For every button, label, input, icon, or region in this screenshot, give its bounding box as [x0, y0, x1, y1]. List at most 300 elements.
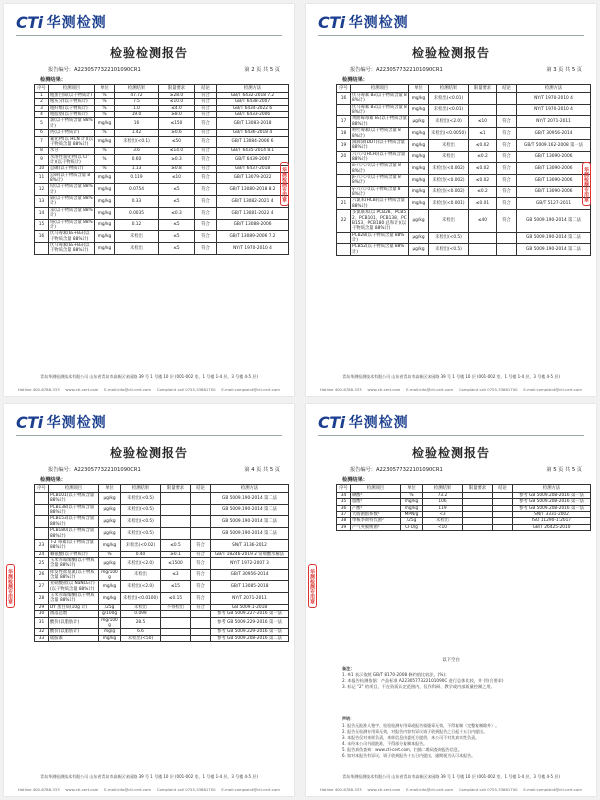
table-cell: GB 5009.190-2014 第二法 [517, 232, 591, 244]
table-cell: ≥0.6 [159, 130, 195, 136]
table-cell: mg/kg [401, 499, 423, 505]
table-row [35, 118, 289, 130]
table-cell [161, 493, 191, 505]
table-cell: /25g [99, 604, 121, 610]
table-cell: 18 [337, 128, 351, 140]
table-cell: 10 [35, 166, 49, 172]
table-cell: 未检出 [429, 151, 469, 163]
table-cell: mg/kg [95, 184, 115, 196]
report-page-5 [306, 404, 596, 796]
table-cell: mg/kg [95, 219, 115, 231]
table-cell: ≤0.5 [161, 539, 191, 551]
table-cell: 15 [35, 219, 49, 231]
footer-contact: Hotline 400-6788-333 www.cti-cert.com E-mail:info@cti-cert.com Complaint call 0755-33681700 E-mail:complaint@cti-cert.com [18, 387, 280, 392]
report-meta [48, 466, 280, 473]
table-cell: 六六六(HCH)(以干物质含量 88%计) [351, 151, 409, 163]
table-cell [191, 528, 211, 540]
column-header: 检测项目 [351, 485, 401, 493]
table-cell: 符合 [497, 163, 517, 175]
table-cell: GB/T 13079-2022 [217, 172, 289, 184]
table-cell: SN/T 3136-2012 [211, 539, 289, 551]
table-cell: 未检出(<0.02) [121, 539, 161, 551]
table-cell: 未检出(<0.002) [429, 163, 469, 175]
table-cell [337, 104, 351, 116]
table-cell: GB/T 13082-2021 4 [217, 196, 289, 208]
table-cell: 0.12 [115, 219, 159, 231]
table-cell: GB 5009.190-2014 第二法 [211, 504, 289, 516]
table-row [35, 635, 289, 641]
table-cell: GB 5009.190-2014 第二法 [211, 516, 289, 528]
results-label: 检测结果： [40, 477, 66, 483]
table-cell: 22 [337, 210, 351, 232]
table-row [337, 93, 591, 105]
table-cell: 37 [337, 512, 351, 518]
table-cell: 符合 [191, 557, 211, 569]
table-cell: ≥0.3 [159, 154, 195, 166]
table-row [337, 163, 591, 175]
table-cell: 符合 [497, 210, 517, 232]
table-cell: 32 [35, 629, 49, 635]
column-header: 结论 [497, 85, 517, 93]
results-table [336, 484, 591, 531]
table-cell: 20 [337, 151, 351, 163]
table-cell: GB/T 5009.162-2008 第一法 [517, 139, 591, 151]
table-cell: % [95, 105, 115, 111]
column-header: 检测项目 [351, 85, 409, 93]
table-cell: 符合 [195, 219, 217, 231]
table-cell [463, 524, 493, 530]
table-row [35, 593, 289, 605]
table-cell: 符合 [195, 118, 217, 130]
table-cell: 未检出 [115, 242, 159, 254]
table-row [337, 175, 591, 187]
table-cell: 23 [35, 539, 49, 551]
results-label: 检测结果： [342, 477, 368, 483]
table-cell: MPN/g [401, 512, 423, 518]
table-cell: 玉米赤霉烯酮(以干物质含量 88%计) [49, 557, 99, 569]
table-cell: mg/kg [95, 196, 115, 208]
table-row [35, 196, 289, 208]
table-cell: 符合 [195, 136, 217, 148]
table-cell: ≤5 [159, 219, 195, 231]
table-cell: 0.099 [121, 611, 161, 617]
column-header: 检测方法 [513, 485, 591, 493]
table-cell: NY/T 1970-2010 4 [517, 104, 591, 116]
table-cell: GB/T 13090-2006 [517, 175, 591, 187]
table-cell: 未检出(<2.0) [429, 116, 469, 128]
table-cell: GB/T 6434-2022 6 [217, 105, 289, 111]
table-cell: ≤10.0 [159, 99, 195, 105]
footer-contact: Hotline 400-6788-333 www.cti-cert.com E-mail:info@cti-cert.com Complaint call 0755-33681700 E-mail:complaint@cti-cert.com [18, 787, 280, 792]
column-header: 限量要求 [469, 85, 497, 93]
table-cell: mg/kg [409, 104, 429, 116]
table-cell: 未检出(<50) [121, 635, 161, 641]
remarks: 备注： 1. ※1 表示依照 GB/T 8170-2008 修约值比较法，(%)； 2. 本报告检测依据：产品标准 A2230577322101090C 进行总体比较，并 (符合要求) 3. 标记 "2" 的项目，不在资质认定范围内，仅作科研、教学或内部质量控制之用。 [342, 666, 504, 690]
table-row [35, 184, 289, 196]
statement-notes: 声明： 1. 报告无批准人签字、检验检测专用章或报告骑缝章无效，不得复制（完整复制除外）。 2. 报告无检测专用章无效，对报告内容有异议请于收到报告之日起十五日内提出。 3. 本报告仅对来样负责，来样信息由委托方提供，本公司不对其真实性负责。 4. 未经本公司书面批准，不得部分复制本报告。 5. 报告真伪查询：www.cti-cert.com，扫描二维码查询报告信息。 6. 如对本报告有异议，请于收到报告十五日内提出，逾期视为认可本报告。 [342, 716, 500, 758]
table-cell: 粗蛋白质(以干物质计) [49, 93, 95, 99]
table-cell: ≤5 [159, 231, 195, 243]
table-cell: 单核李斯特氏菌² [351, 518, 401, 524]
table-cell [337, 163, 351, 175]
table-cell: 0.33 [115, 196, 159, 208]
table-cell: 符合 [195, 148, 217, 154]
table-row [337, 210, 591, 232]
results-table [34, 484, 289, 642]
table-cell: ≤0.2 [469, 151, 497, 163]
column-header: 限量要求 [463, 485, 493, 493]
footer-address: 青岛华测检测技术有限公司 山东省青岛市高新区宋园路 39 号 1 号楼 10 层 (001-002 室、1 号楼 1-4 层、3 号楼 4-5 层) [40, 374, 258, 380]
table-cell: 38 [337, 518, 351, 524]
report-meta [350, 466, 582, 473]
column-header: 检测项目 [49, 485, 99, 493]
table-cell: CFU/g [401, 524, 423, 530]
column-header: 检测方法 [217, 85, 289, 93]
table-cell: 钙(以干物质计) [49, 130, 95, 136]
table-row [35, 493, 289, 505]
table-cell [161, 635, 191, 641]
table-cell: 符合 [195, 99, 217, 105]
table-cell: 6 [35, 130, 49, 136]
table-cell: 19 [337, 139, 351, 151]
table-cell: 符合 [195, 184, 217, 196]
table-cell: 28.5 [121, 617, 161, 629]
table-cell: 未检出(<0.002) [429, 186, 469, 198]
page-info: 第 2 页 共 5 页 [244, 67, 280, 73]
table-cell: 未检出(<0.01) [429, 93, 469, 105]
table-cell: ≤0.02 [469, 163, 497, 175]
table-cell: γ-六六六(以干物质含量 88%计) [351, 186, 409, 198]
table-cell: β-六六六(以干物质含量 88%计) [351, 175, 409, 187]
column-header: 检测结果 [429, 85, 469, 93]
table-row [35, 172, 289, 184]
column-header: 检测项目 [49, 85, 95, 93]
table-cell: 13 [35, 196, 49, 208]
table-cell: 未检出 [121, 604, 161, 610]
table-cell: 未检出(<0.0100) [121, 593, 161, 605]
table-row [337, 128, 591, 140]
column-header: 结论 [493, 485, 513, 493]
table-cell [35, 493, 49, 505]
table-cell: µg/kg [99, 493, 121, 505]
table-cell: 未检出(<0.5) [429, 244, 469, 256]
table-cell: 符合 [497, 198, 517, 210]
seam-seal: 华测检测专用章 [582, 162, 591, 206]
table-cell: 符合 [497, 186, 517, 198]
footer-address: 青岛华测检测技术有限公司 山东省青岛市高新区宋园路 39 号 1 号楼 10 层 (001-002 室、1 号楼 1-4 层、3 号楼 4-5 层) [342, 374, 560, 380]
table-cell: 参考 GB 5009.208-2016 第二法 [211, 635, 289, 641]
table-row [35, 617, 289, 629]
column-header: 序号 [337, 85, 351, 93]
column-header: 序号 [35, 85, 49, 93]
table-cell: mg/kg [409, 163, 429, 175]
table-cell: 未检出(<0.5) [121, 528, 161, 540]
table-cell [161, 617, 191, 629]
table-cell: GB/T 6435-2014 8.1 [217, 148, 289, 154]
table-cell: 符合 [195, 172, 217, 184]
table-cell: ≤14.0 [159, 148, 195, 154]
table-cell: ≤0.3 [159, 207, 195, 219]
seam-seal: 华测检测专用章 [308, 564, 317, 608]
table-cell: µg/kg [99, 504, 121, 516]
table-cell: NY/T 1972-2007 3 [211, 557, 289, 569]
table-cell: GB/T 13090-2006 [517, 151, 591, 163]
table-cell: 0.119 [115, 172, 159, 184]
table-row [35, 231, 289, 243]
table-cell: % [95, 93, 115, 99]
table-cell: PCB180(以干物质含量 88%计) [49, 528, 99, 540]
table-cell: ≤150 [159, 118, 195, 130]
table-cell: ≤0.02 [469, 139, 497, 151]
table-cell: mg/kg [409, 175, 429, 187]
table-cell: 挥发性盐基氮(以干物质含量 88%计) [49, 569, 99, 581]
table-cell: 7.5 [115, 99, 159, 105]
table-cell: ≤50 [159, 136, 195, 148]
table-cell: % [95, 99, 115, 105]
table-row [337, 104, 591, 116]
table-cell: ≤0.02 [469, 175, 497, 187]
table-cell: GB/T 6437-2018 [217, 166, 289, 172]
table-cell: 伏马毒素 B₂(以干物质含量 88%计) [352, 93, 407, 104]
table-cell: ≥28.0 [159, 93, 195, 99]
results-label: 检测结果： [40, 77, 66, 83]
table-cell: PCB101(以干物质含量 88%计) [49, 493, 99, 505]
footer-address: 青岛华测检测技术有限公司 山东省青岛市高新区宋园路 39 号 1 号楼 10 层 (001-002 室、1 号楼 1-4 层、3 号楼 4-5 层) [342, 774, 560, 780]
table-cell: 符合 [195, 93, 217, 99]
table-cell: 玉米赤霉烯酮(以干物质含量 88%计) [49, 593, 99, 605]
table-cell: 8 [35, 148, 49, 154]
table-row [35, 504, 289, 516]
table-cell: mg/kg [409, 151, 429, 163]
table-cell: ≤3 [161, 569, 191, 581]
table-cell: ≤40 [469, 210, 497, 232]
table-cell: 26 [35, 569, 49, 581]
table-cell: GB/T 13088-2006 [217, 219, 289, 231]
table-cell: ≤10 [469, 116, 497, 128]
table-cell: 符合 [497, 116, 517, 128]
table-cell: 34 [337, 493, 351, 499]
table-cell: T-2 毒素(以干物质含量 88%计) [49, 539, 99, 551]
column-header: 序号 [35, 485, 49, 493]
table-cell: mg/100g [99, 617, 121, 629]
table-cell [337, 232, 351, 244]
report-title: 检验检测报告 [109, 46, 188, 60]
footer-contact: Hotline 400-6788-333 www.cti-cert.com E-mail:info@cti-cert.com Complaint call 0755-33681700 E-mail:complaint@cti-cert.com [320, 387, 582, 392]
column-header: 结论 [191, 485, 211, 493]
table-row [35, 516, 289, 528]
table-cell: mg/kg [99, 593, 121, 605]
table-row [35, 569, 289, 581]
table-cell: ≤1 [469, 128, 497, 140]
table-cell: mg/kg [409, 128, 429, 140]
table-cell: 符合 [191, 569, 211, 581]
table-cell: 水分 [49, 148, 95, 154]
column-header: 单位 [95, 85, 115, 93]
table-cell: 氯(以干物质含量 88%计) [50, 118, 93, 129]
page-info: 第 4 页 共 5 页 [244, 467, 280, 473]
column-header: 限量要求 [159, 85, 195, 93]
table-cell: NY/T 2071-2011 [211, 593, 289, 605]
table-cell: GB/T 13081-2022 4 [217, 207, 289, 219]
table-cell: 符合 [191, 593, 211, 605]
table-cell: GB/T 5127-2011 [517, 198, 591, 210]
table-cell: α-六六六(以干物质含量 88%计) [351, 163, 409, 175]
column-header: 序号 [337, 485, 351, 493]
column-header: 检测结果 [423, 485, 463, 493]
table-cell: 未检出(<0.5) [121, 493, 161, 505]
table-cell: 符合 [195, 196, 217, 208]
table-cell: 呕吐毒素(以干物质含量 88%计) [351, 128, 409, 140]
table-cell: 符合 [191, 539, 211, 551]
table-cell: GB 5009.190-2014 第二法 [211, 493, 289, 505]
table-cell: mg/kg [95, 136, 115, 148]
table-cell: mg/100g [99, 569, 121, 581]
table-cell: mg/kg [99, 635, 121, 641]
cti-logo: CTi 华测检测 [16, 412, 107, 432]
table-cell: 碘酸² [351, 493, 401, 499]
table-cell: 1.42 [115, 130, 159, 136]
table-cell: µg/kg [409, 116, 429, 128]
table-cell: 0.0035 [115, 207, 159, 219]
table-row [337, 116, 591, 128]
table-cell: NY/T 1970-2010 4 [517, 93, 591, 105]
table-cell: 粗灰分(以干物质计) [49, 99, 95, 105]
table-cell: 符合 [195, 242, 217, 254]
table-cell: 31 [35, 617, 49, 629]
table-cell: GB/T 6438-2007 [217, 99, 289, 105]
table-cell [191, 635, 211, 641]
table-cell: 21 [337, 198, 351, 210]
table-cell: 产气荚膜梭菌² [351, 524, 401, 530]
table-row [35, 219, 289, 231]
table-cell: 赖氨酸(以干物质计) [49, 551, 99, 557]
table-row [35, 539, 289, 551]
table-cell: 33 [35, 635, 49, 641]
table-cell: % [99, 551, 121, 557]
table-cell: 0.40 [121, 551, 161, 557]
table-cell [35, 242, 49, 254]
table-cell [337, 175, 351, 187]
table-cell: 符合 [497, 151, 517, 163]
table-cell: ≤4.0 [159, 105, 195, 111]
table-cell: % [401, 493, 423, 499]
table-cell: 39 [337, 524, 351, 530]
table-cell: 菌落总数 [49, 611, 99, 617]
table-cell: 符合 [497, 128, 517, 140]
table-cell: 5 [35, 118, 49, 130]
table-cell: µg/kg [99, 557, 121, 569]
table-cell: PCB153(以干物质含量 88%计) [49, 516, 99, 528]
table-cell: 25 [35, 557, 49, 569]
table-cell: 酸价(以脂肪计) [49, 629, 99, 635]
table-cell [469, 244, 497, 256]
table-cell: ≤15 [161, 581, 191, 593]
table-cell: µg/kg [409, 210, 429, 232]
table-row [337, 151, 591, 163]
table-cell: PCB138(以干物质含量 88%计) [49, 504, 99, 516]
report-page-4 [4, 404, 294, 796]
table-cell: 参考 GB 5009.229-2016 第一法 [211, 617, 289, 629]
report-number: 报告编号：A2230577322101090CR1 [48, 67, 141, 73]
table-cell: ≤5 [159, 242, 195, 254]
table-cell: % [95, 112, 115, 118]
table-cell: 未检出(<0.5) [121, 504, 161, 516]
table-cell [469, 104, 497, 116]
table-cell: 3 [35, 105, 49, 111]
table-cell: GB 5009.190-2014 第二法 [517, 244, 591, 256]
header-rule [16, 435, 282, 436]
table-cell: GB/T 13084-2006 6 [217, 136, 289, 148]
table-cell [161, 504, 191, 516]
table-cell [337, 186, 351, 198]
table-cell: mg/kg [99, 539, 121, 551]
table-cell [497, 232, 517, 244]
column-header: 检测结果 [115, 85, 159, 93]
table-cell: mg/kg [95, 207, 115, 219]
table-cell [35, 504, 49, 516]
table-cell: 参考 GB 5009.208-2016 第一法 [513, 505, 591, 511]
table-row [337, 232, 591, 244]
end-of-table-mark: 以下空白 [442, 658, 460, 663]
table-cell: NY/T 1970-2010 4 [217, 242, 289, 254]
table-cell: 符合 [497, 175, 517, 187]
table-row [337, 186, 591, 198]
column-header: 结论 [195, 85, 217, 93]
report-title: 检验检测报告 [411, 46, 490, 60]
table-cell: 符合 [195, 112, 217, 118]
table-cell: 11 [35, 172, 49, 184]
page-info: 第 5 页 共 5 页 [546, 467, 582, 473]
table-cell: 9 [35, 154, 49, 166]
table-cell: NY/T 2071-2011 [517, 116, 591, 128]
table-cell: % [95, 154, 115, 166]
table-cell: 伏马毒素(B₁+B₂)(以干物质含量 88%计) [49, 231, 95, 243]
table-cell: 六氯苯(HCB)(以干物质含量 88%计) [351, 198, 409, 210]
table-cell: GB/T 13090-2006 [517, 163, 591, 175]
table-cell: 伏马毒素(B₁+B₂)(以干物质含量 88%计) [49, 242, 95, 254]
table-cell: ≤0.2 [469, 186, 497, 198]
table-cell [191, 504, 211, 516]
table-cell [497, 104, 517, 116]
table-cell: 水溶性氯化物(以 Cl⁻计)(以干物质计) [49, 154, 95, 166]
table-cell: 镉(以干物质含量 88%计) [50, 196, 93, 207]
table-cell: 未检出 [429, 210, 469, 232]
header-rule [318, 435, 584, 436]
table-cell: 35 [337, 499, 351, 505]
table-cell: /25g [401, 518, 423, 524]
results-table [336, 84, 591, 256]
table-cell: 3.6 [115, 148, 159, 154]
table-cell: ≥8.0 [159, 112, 195, 118]
table-cell: 12 [35, 184, 49, 196]
table-cell: 符合 [195, 207, 217, 219]
table-cell: 伏马毒素 B₁(以干物质含量 88%计) [352, 104, 407, 116]
table-cell: 未检出(<2.0) [121, 557, 161, 569]
table-cell: mg/kg [99, 581, 121, 593]
page-info: 第 3 页 共 5 页 [546, 67, 582, 73]
table-cell: 汞(以干物质含量 88%计) [50, 207, 93, 219]
table-cell: mg/kg [401, 505, 423, 511]
report-title: 检验检测报告 [411, 446, 490, 460]
table-cell: 28 [35, 593, 49, 605]
table-cell: 16 [115, 118, 159, 130]
table-cell: 不得检出 [161, 604, 191, 610]
table-cell: 未检出(<0.5) [121, 516, 161, 528]
table-cell: ≤0.15 [161, 593, 191, 605]
table-cell: 符合 [191, 604, 211, 610]
table-row [337, 198, 591, 210]
table-cell: µg/kg [409, 244, 429, 256]
